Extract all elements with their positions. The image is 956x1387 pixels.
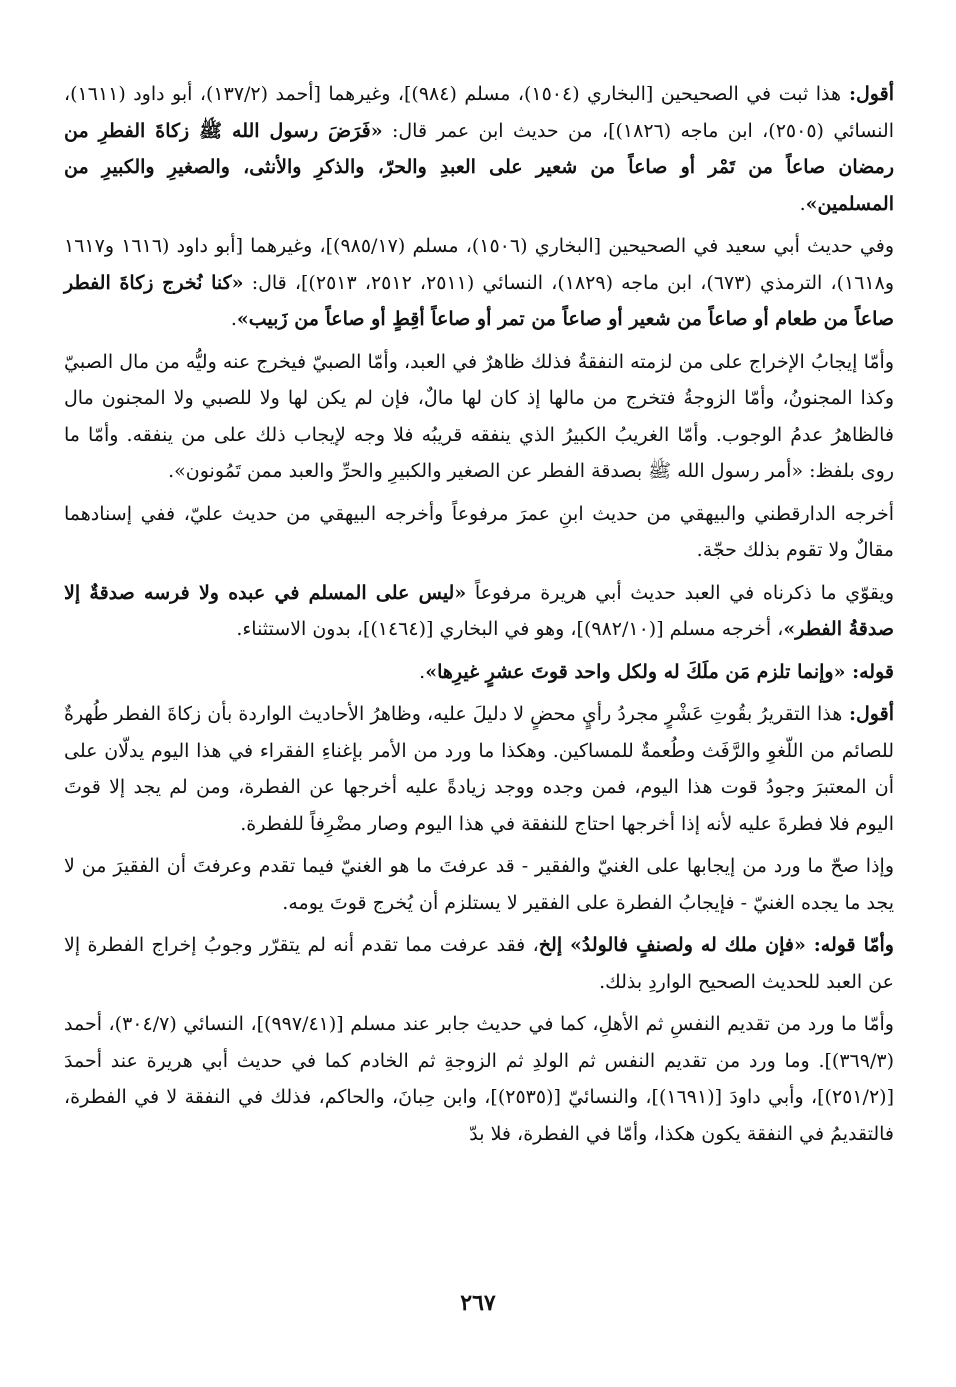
- text-run: ويقوّي ما ذكرناه في العبد حديث أبي هريرة مرفوعاً: [466, 581, 894, 604]
- text-run: وأمّا ما ورد من تقديم النفسِ ثم الأهلِ، كما في حديث جابر عند مسلم [(٩٩٧/٤١)]، النسائي (٣٠٤/٧)، أحمد (٣٦٩/٣)]. وما ورد من تقديم النفس ثم الولدِ ثم الزوجةِ ثم الخادم كما في حديث أبي هريرة عند أحمدَ [(٢٥١/٢)]، وأبي داودَ [(١٦٩١)]، والنسائيّ [(٢٥٣٥)]، وابن حِبانَ، والحاكم، فذلك في النفقة لا في الفطرة، فالتقديمُ في النفقة يكون هكذا، وأمّا في الفطرة، فلا بدّ: [64, 1013, 894, 1145]
- text-run: هذا ثبت في الصحيحين [البخاري (١٥٠٤)، مسلم (٩٨٤)]، وغيرهما [أحمد (١٣٧/٢)، أبو داود (١٦١١)، النسائي (٢٥٠٥)، ابن ماجه (١٨٢٦)]، من حديث ابن عمر قال:: [64, 83, 894, 142]
- paragraph-8: [64, 848, 894, 921]
- bold-run: أقول:: [840, 83, 894, 105]
- paragraph-4: [64, 496, 894, 569]
- hadith-quote: «ليس على المسلم في عبده ولا فرسه صدقةٌ إلا صدقةُ الفطر»: [64, 581, 894, 640]
- text-run: وأمّا إيجابُ الإخراج على من لزمته النفقةُ فذلك ظاهرٌ في العبد، وأمّا الصبيّ فيخرج عنه وليُّه من مال الصبيّ وكذا المجنونُ، وأمّا الزوجةُ فتخرج من مالها إذ كان لها مالٌ، فإن لم يكن لها ولا للصبي ولا المجنون مال فالظاهرُ عدمُ الوجوب. وأمّا الغريبُ الكبيرُ الذي ينفقه قريبُه فلا وجه لإيجاب ذلك على من ينفقه. وأمّا ما روى بلفظ: «أمر رسول الله ﷺ بصدقة الفطر عن الصغير والكبيرِ والحرِّ والعبد ممن تَمُونون».: [64, 350, 894, 482]
- body-text: [64, 76, 894, 1152]
- text-run: أخرجه الدارقطني والبيهقي من حديث ابنِ عمرَ مرفوعاً وأخرجه البيهقي من حديث عليّ، ففي إسنادهما مقالٌ ولا تقوم بذلك حجّة.: [64, 502, 894, 561]
- paragraph-5: [64, 575, 894, 648]
- paragraph-7: [64, 696, 894, 842]
- text-run: وفي حديث أبي سعيد في الصحيحين [البخاري (١٥٠٦)، مسلم (٩٨٥/١٧)]، وغيرهما [أبو داود (١٦١٦ و١٦١٧ و١٦١٨)، الترمذي (٦٧٣)، ابن ماجه (١٨٢٩)، النسائي (٢٥١١، ٢٥١٢، ٢٥١٣)]، قال:: [64, 235, 894, 294]
- page-number: ٢٦٧: [460, 1290, 496, 1316]
- text-run: .: [419, 660, 426, 683]
- text-run: .: [230, 308, 237, 330]
- matn-quote: «فإن ملك له ولصنفٍ فالولدُ» إلخ: [538, 934, 806, 956]
- bold-run: وأمّا قوله:: [805, 934, 894, 956]
- hadith-quote: «فَرَضَ رسول الله ﷺ زكاةَ الفطرِ من رمضان صاعاً من تَمْر أو صاعاً من شعير على العبدِ والحرّ، والذكرِ والأنثى، والصغيرِ والكبيرِ من المسلمين»: [64, 119, 894, 215]
- hadith-quote: «كنا نُخرج زكاةَ الفطر صاعاً من طعام أو صاعاً من شعير أو صاعاً من تمر أو صاعاً أقِطٍ أو صاعاً من زَبيب»: [64, 271, 894, 330]
- text-run: ، فقد عرفت مما تقدم أنه لم يتقرّر وجوبُ إخراج الفطرة إلا عن العبد للحديث الصحيح الواردِ بذلك.: [64, 934, 894, 993]
- bold-run: قوله:: [845, 660, 894, 683]
- text-run: .: [799, 192, 806, 215]
- paragraph-10: [64, 1006, 894, 1152]
- paragraph-2: [64, 228, 894, 338]
- paragraph-9: [64, 927, 894, 1000]
- text-run: هذا التقريرُ بقُوتِ عَشْرٍ مجردُ رأيٍ محضٍ لا دليلَ عليه، وظاهرُ الأحاديث الواردة بأن زكاةَ الفطر طُهرةٌ للصائم من اللّغوِ والرَّفَث وطُعمةٌ للمساكين. وهكذا ما ورد من الأمر بإغناءِ الفقراء في هذا اليوم يدلّان على أن المعتبرَ وجودُ قوت هذا اليوم، فمن وجده ووجد زيادةً عليه أخرجها عن الفطرة، ومن لم يجد إلا قوتَ اليوم فلا فطرةَ عليه لأنه إذا أخرجها احتاج للنفقة في هذا اليوم وصار مضْرِفاً للفطرة.: [64, 703, 894, 835]
- bold-run: أقول:: [842, 703, 894, 725]
- matn-quote: «وإنما تلزم مَن ملَكَ له ولكل واحد قوتَ عشرٍ غيرِها»: [425, 660, 846, 683]
- paragraph-6: [64, 654, 894, 691]
- paragraph-1: [64, 76, 894, 222]
- paragraph-3: [64, 344, 894, 490]
- text-run: ، أخرجه مسلم [(٩٨٢/١٠)]، وهو في البخاري [(١٤٦٤)]، بدون الاستثناء.: [236, 618, 784, 640]
- text-run: وإذا صحّ ما ورد من إيجابها على الغنيّ والفقير - قد عرفتَ ما هو الغنيّ فيما تقدم وعرفتَ أن الفقيرَ من لا يجد ما يجده الغنيّ - فإيجابُ الفطرة على الفقير لا يستلزم أن يُخرج قوتَ يومه.: [64, 855, 895, 914]
